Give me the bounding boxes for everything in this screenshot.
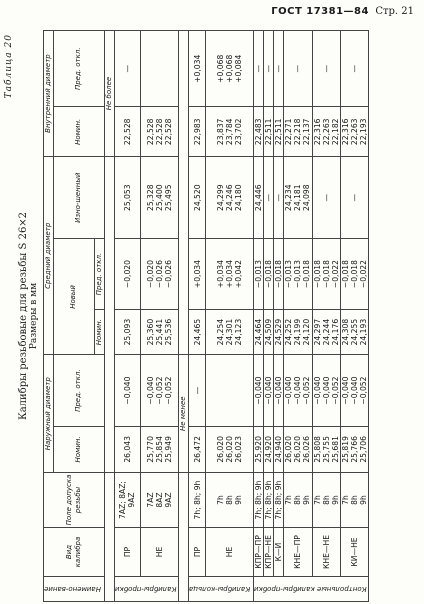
op-cell <box>263 355 273 426</box>
mn-value: 24,255 <box>350 318 360 346</box>
header-outer: Наружный диаметр <box>44 355 54 473</box>
in-cell <box>189 107 206 157</box>
mw-cell <box>189 157 206 239</box>
op-cell <box>141 355 179 426</box>
mp-value: −0,022 <box>359 260 369 289</box>
in-value: 23,784 <box>225 118 235 146</box>
on-value: 26,020 <box>216 436 226 463</box>
vid-cell: КПР—ПР <box>253 528 263 577</box>
gost-code: ГОСТ 17381—84 <box>271 6 369 17</box>
ip-cell <box>340 31 368 108</box>
on-cell <box>141 426 179 472</box>
op-cell <box>284 355 312 426</box>
header-new: Новый <box>54 239 95 355</box>
mn-cell <box>284 309 312 355</box>
on-cell <box>284 426 312 472</box>
in-value: 22,528 <box>164 118 174 146</box>
on-cell <box>273 426 283 472</box>
pole-value: 7AZ <box>146 492 156 508</box>
mp-value: −0,020 <box>122 260 132 289</box>
pole-value: 7h <box>284 495 294 505</box>
mn-cell <box>340 309 368 355</box>
mw-value: — <box>274 193 284 202</box>
mn-cell <box>273 309 283 355</box>
page-header <box>271 6 414 17</box>
ip-cell <box>284 31 312 108</box>
mn-value: 24,308 <box>341 318 351 346</box>
mw-value: 25,328 <box>146 184 156 212</box>
ip-value: — <box>293 64 303 73</box>
table-body <box>104 31 368 602</box>
table-row <box>284 31 312 602</box>
op-value: −0,040 <box>312 376 322 405</box>
mw-value: — <box>350 193 360 202</box>
op-value: −0,040 <box>253 376 263 405</box>
mn-value: 24,252 <box>284 318 294 346</box>
header-group: Наимено-вание <box>44 577 105 602</box>
mn-cell <box>206 309 253 355</box>
on-cell <box>312 426 340 472</box>
mw-cell <box>284 157 312 239</box>
in-value: 22,528 <box>146 118 156 146</box>
mp-value: −0,026 <box>155 260 165 289</box>
in-value: 22,511 <box>274 118 284 146</box>
in-value: 22,263 <box>321 118 331 146</box>
mp-value: −0,018 <box>312 260 322 289</box>
on-cell <box>189 426 206 472</box>
on-value: 26,020 <box>225 436 235 463</box>
mw-value: 25,495 <box>164 184 174 212</box>
ip-cell <box>141 31 179 108</box>
in-cell <box>253 107 263 157</box>
pole-value: 7h <box>341 495 351 505</box>
group-label: Калибры-кольца <box>189 577 253 602</box>
mp-cell <box>340 239 368 309</box>
on-value: 25,808 <box>312 436 322 463</box>
mn-cell <box>141 309 179 355</box>
ip-value: — <box>350 64 360 73</box>
header-outer-nom: Номин. <box>54 426 105 472</box>
ip-cell <box>253 31 263 108</box>
pole-value: 8h <box>293 495 303 505</box>
mw-value: 24,246 <box>225 184 235 212</box>
mp-value: −0,018 <box>274 260 284 289</box>
mn-value: 24,464 <box>253 318 263 346</box>
in-cell <box>206 107 253 157</box>
on-value: 25,920 <box>253 436 263 463</box>
mp-cell <box>206 239 253 309</box>
pole-value: 8AZ <box>155 492 165 508</box>
mn-cell <box>189 309 206 355</box>
op-cell <box>206 355 253 426</box>
in-value: 22,511 <box>263 118 273 146</box>
gauges-table <box>43 30 369 602</box>
vid-cell: НЕ <box>206 528 253 577</box>
pole-cell <box>340 473 368 528</box>
header-worn: Изно-шенный <box>54 157 105 239</box>
op-value: −0,040 <box>341 376 351 405</box>
ip-cell <box>189 31 206 108</box>
mn-cell <box>263 309 273 355</box>
table-row <box>141 31 179 602</box>
mw-cell <box>141 157 179 239</box>
mn-value: 24,176 <box>330 318 340 346</box>
on-value: 26,472 <box>192 436 202 463</box>
header-vid: Вид калибра <box>44 528 105 577</box>
page-number: Стр. 21 <box>375 6 414 17</box>
header-middle-nom: Номин. <box>94 309 104 355</box>
mw-value: 24,299 <box>216 184 226 212</box>
table-row <box>253 31 263 602</box>
op-value: −0,040 <box>293 376 303 405</box>
on-value: 25,819 <box>341 436 351 463</box>
vid-cell: К—И <box>273 528 283 577</box>
in-value: 22,528 <box>155 118 165 146</box>
pole-value: 8h <box>321 495 331 505</box>
mp-value: −0,018 <box>350 260 360 289</box>
ip-value: — <box>321 64 331 73</box>
mp-value: −0,018 <box>302 260 312 289</box>
mw-value: — <box>263 193 273 202</box>
in-cell <box>273 107 283 157</box>
op-value: −0,040 <box>122 376 132 405</box>
in-value: 23,837 <box>216 118 226 146</box>
mn-value: 24,254 <box>216 318 226 346</box>
mw-cell <box>206 157 253 239</box>
op-value: −0,040 <box>263 376 273 405</box>
in-cell <box>284 107 312 157</box>
on-cell <box>114 426 140 472</box>
mp-value: −0,018 <box>263 260 273 289</box>
mp-cell <box>141 239 179 309</box>
on-value: 25,949 <box>164 436 174 463</box>
mw-value: 24,181 <box>293 184 303 212</box>
header-outer-pred: Пред. откл. <box>54 355 105 426</box>
pole-value: 9AZ <box>164 492 174 508</box>
on-cell <box>206 426 253 472</box>
mw-value: 24,180 <box>234 184 244 212</box>
pole-value: 8h <box>225 495 235 505</box>
mp-cell <box>114 239 140 309</box>
in-value: 22,182 <box>330 118 340 146</box>
group-label: Контрольные калибры-пробки <box>253 577 369 602</box>
op-value: −0,040 <box>274 376 284 405</box>
table-row <box>312 31 340 602</box>
on-value: 24,920 <box>263 436 273 463</box>
mw-value: 25,400 <box>155 184 165 212</box>
mp-cell <box>312 239 340 309</box>
pole-value: 7h; 8h; 9h <box>253 480 263 520</box>
mw-value: 24,234 <box>284 184 294 212</box>
mp-value: +0,034 <box>192 260 202 289</box>
mw-cell <box>273 157 283 239</box>
vid-cell: ПР <box>114 528 140 577</box>
mp-value: −0,018 <box>321 260 331 289</box>
on-value: 24,940 <box>274 436 284 463</box>
vid-cell: ПР <box>189 528 206 577</box>
units-note: Размеры в мм <box>29 282 39 350</box>
pole-value: 7h; 8h; 9h <box>263 480 273 520</box>
mn-value: 25,093 <box>122 318 132 346</box>
table-row <box>273 31 283 602</box>
mn-value: 25,536 <box>164 318 174 346</box>
in-value: 22,528 <box>122 118 132 146</box>
in-value: 23,702 <box>234 118 244 146</box>
mn-cell <box>312 309 340 355</box>
mn-value: 24,199 <box>293 318 303 346</box>
ip-value: +0,034 <box>192 54 202 83</box>
note-spacer <box>179 473 189 602</box>
on-value: 25,706 <box>359 436 369 463</box>
pole-cell <box>206 473 253 528</box>
in-value: 22,316 <box>341 118 351 146</box>
ip-value: — <box>253 64 263 73</box>
pole-cell <box>273 473 283 528</box>
vid-cell: КПР—НЕ <box>263 528 273 577</box>
vid-cell: КНЕ—ПР <box>284 528 312 577</box>
mw-value: 24,520 <box>192 184 202 212</box>
pole-cell <box>141 473 179 528</box>
mw-value: 24,446 <box>253 184 263 212</box>
in-value: 22,193 <box>359 118 369 146</box>
op-value: −0,040 <box>284 376 294 405</box>
table-row <box>206 31 253 602</box>
on-value: 25,770 <box>146 436 156 463</box>
pole-value: 9h <box>302 495 312 505</box>
mn-value: 24,193 <box>359 318 369 346</box>
pole-cell <box>189 473 206 528</box>
pole-value: 9h <box>359 495 369 505</box>
pole-cell <box>253 473 263 528</box>
on-value: 26,026 <box>302 436 312 463</box>
on-value: 26,020 <box>293 436 303 463</box>
in-cell <box>340 107 368 157</box>
in-value: 22,271 <box>284 118 294 146</box>
op-cell <box>340 355 368 426</box>
ip-value: — <box>122 64 132 73</box>
pole-value: 9h <box>330 495 340 505</box>
mp-value: −0,018 <box>341 260 351 289</box>
mw-cell <box>340 157 368 239</box>
in-cell <box>263 107 273 157</box>
op-value: −0,052 <box>330 376 340 405</box>
header-inner-nom: Номин. <box>54 107 105 157</box>
mp-cell <box>189 239 206 309</box>
op-value: −0,052 <box>155 376 165 405</box>
in-value: 22,263 <box>350 118 360 146</box>
ip-value: +0,084 <box>234 54 244 83</box>
ip-cell <box>114 31 140 108</box>
ne-bolee-note: Не более <box>104 31 114 157</box>
in-value: 22,218 <box>293 118 303 146</box>
ip-value: — <box>263 64 273 73</box>
pole-value: 7h <box>216 495 226 505</box>
in-cell <box>141 107 179 157</box>
on-value: 26,020 <box>284 436 294 463</box>
ip-cell <box>206 31 253 108</box>
ip-cell <box>273 31 283 108</box>
pole-cell <box>263 473 273 528</box>
mp-value: −0,013 <box>293 260 303 289</box>
ip-value: +0,068 <box>216 54 226 83</box>
mp-value: −0,013 <box>253 260 263 289</box>
mw-value: 24,098 <box>302 184 312 212</box>
mn-value: 24,123 <box>234 318 244 346</box>
mn-value: 24,301 <box>225 318 235 346</box>
in-cell <box>114 107 140 157</box>
on-value: 25,854 <box>155 436 165 463</box>
mp-cell <box>273 239 283 309</box>
mp-cell <box>284 239 312 309</box>
mw-cell <box>114 157 140 239</box>
note-row-menee <box>179 31 189 602</box>
on-cell <box>263 426 273 472</box>
on-value: 26,023 <box>234 436 244 463</box>
pole-cell <box>114 473 140 528</box>
table-row <box>189 31 206 602</box>
table-row <box>263 31 273 602</box>
op-value: −0,040 <box>321 376 331 405</box>
pole-value: 8h <box>350 495 360 505</box>
in-value: 22,483 <box>253 118 263 146</box>
op-cell <box>312 355 340 426</box>
pole-value: 7h; 8h; 9h <box>192 480 202 520</box>
header-middle: Средний диаметр <box>44 157 54 355</box>
on-value: 25,681 <box>330 436 340 463</box>
mn-value: 24,465 <box>192 318 202 346</box>
in-cell <box>312 107 340 157</box>
mw-cell <box>312 157 340 239</box>
in-value: 22,316 <box>312 118 322 146</box>
mp-value: +0,042 <box>234 260 244 289</box>
op-value: −0,040 <box>350 376 360 405</box>
table-number: Таблица 20 <box>4 34 14 99</box>
op-cell <box>189 355 206 426</box>
mp-value: −0,020 <box>146 260 156 289</box>
vid-cell: КИ—НЕ <box>340 528 368 577</box>
header-inner-pred: Пред. откл. <box>54 31 105 108</box>
on-cell <box>340 426 368 472</box>
ne-menee-note: Не менее <box>179 355 189 473</box>
mn-value: 24,529 <box>274 318 284 346</box>
pole-value: 9h <box>234 495 244 505</box>
mp-value: +0,034 <box>225 260 235 289</box>
op-value: −0,052 <box>359 376 369 405</box>
mn-cell <box>114 309 140 355</box>
mw-cell <box>263 157 273 239</box>
mn-value: 24,509 <box>263 318 273 346</box>
op-cell <box>253 355 263 426</box>
ip-value: +0,068 <box>225 54 235 83</box>
vid-cell: НЕ <box>141 528 179 577</box>
mn-value: 24,297 <box>312 318 322 346</box>
note-spacer <box>179 31 189 355</box>
table-title: Калибры резьбовые для резьбы S 26×2 <box>18 211 29 421</box>
mw-value: 25,053 <box>122 184 132 212</box>
op-value: −0,040 <box>146 376 156 405</box>
mp-value: −0,013 <box>284 260 294 289</box>
group-label: Калибры-пробки <box>114 577 179 602</box>
pole-value: 7h; 8h; 9h <box>274 480 284 520</box>
ip-value: — <box>274 64 284 73</box>
mn-value: 25,360 <box>146 318 156 346</box>
in-value: 22,137 <box>302 118 312 146</box>
op-cell <box>114 355 140 426</box>
pole-cell <box>284 473 312 528</box>
table-row <box>340 31 368 602</box>
mn-cell <box>253 309 263 355</box>
mp-cell <box>263 239 273 309</box>
note-row-bolee <box>104 31 114 602</box>
pole-cell <box>312 473 340 528</box>
header-pole: Поле допуска резьбы <box>44 473 105 528</box>
mp-value: −0,022 <box>330 260 340 289</box>
pole-value: 7h <box>312 495 322 505</box>
on-value: 26,043 <box>122 436 132 463</box>
mp-cell <box>253 239 263 309</box>
vid-cell: КНЕ—НЕ <box>312 528 340 577</box>
op-value: −0,052 <box>302 376 312 405</box>
mn-value: 24,244 <box>321 318 331 346</box>
on-value: 25,766 <box>350 436 360 463</box>
table-row <box>114 31 140 602</box>
pole-value: 7AZ; 8AZ; 9AZ <box>118 481 137 519</box>
mw-cell <box>253 157 263 239</box>
header-inner: Внутренний диаметр <box>44 31 54 157</box>
op-cell <box>273 355 283 426</box>
mp-value: +0,034 <box>216 260 226 289</box>
mw-value: — <box>321 193 331 202</box>
ip-cell <box>263 31 273 108</box>
op-value: — <box>192 386 202 395</box>
ip-cell <box>312 31 340 108</box>
rotated-page <box>2 28 422 604</box>
mp-value: −0,026 <box>164 260 174 289</box>
mn-value: 25,441 <box>155 318 165 346</box>
on-cell <box>253 426 263 472</box>
mn-value: 24,120 <box>302 318 312 346</box>
header-middle-pred: Пред. откл. <box>94 239 104 309</box>
in-value: 22,983 <box>192 118 202 146</box>
op-value: −0,052 <box>164 376 174 405</box>
on-value: 25,755 <box>321 436 331 463</box>
